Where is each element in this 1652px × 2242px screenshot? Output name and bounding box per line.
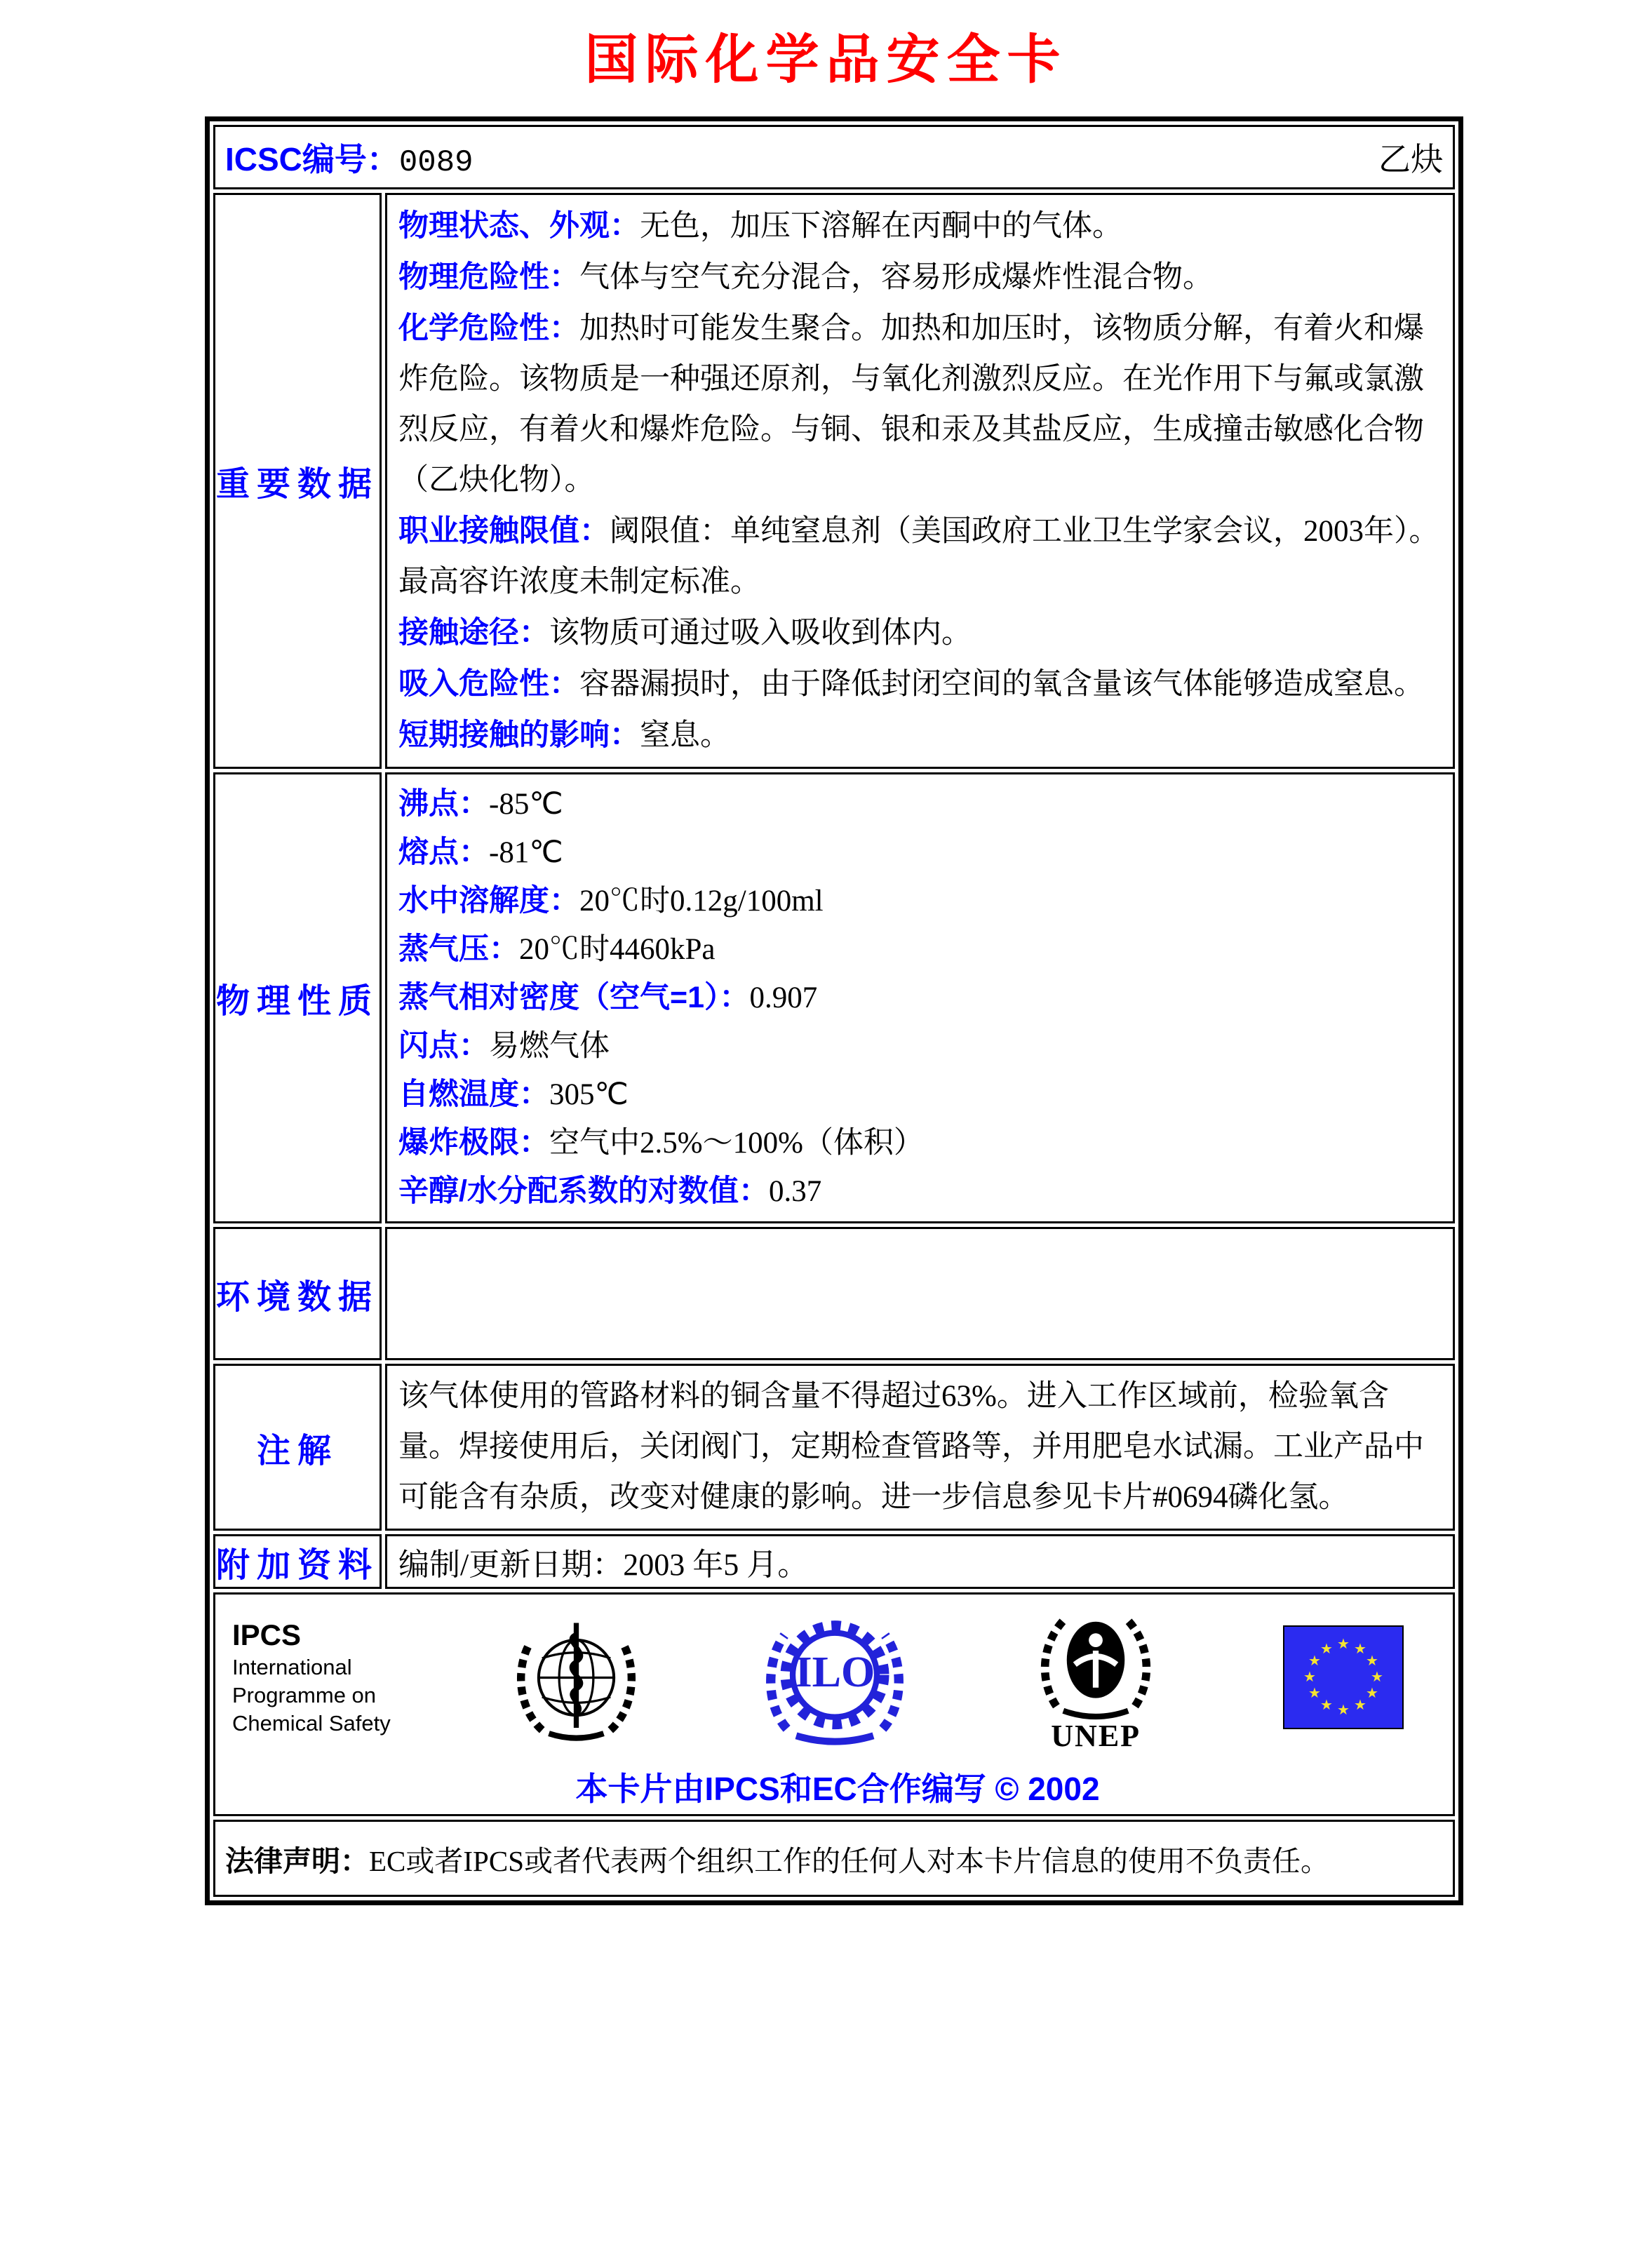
field-exposure-route xyxy=(398,608,1442,659)
ilo-wordmark: ILO xyxy=(795,1649,875,1696)
header-row xyxy=(213,125,1455,189)
legal-text: EC或者IPCS或者代表两个组织工作的任何人对本卡片信息的使用不负责任。 xyxy=(369,1844,1329,1877)
field-flash-point xyxy=(398,1022,1442,1070)
field-value: 易燃气体 xyxy=(489,1030,610,1063)
section-label-notes: 注解 xyxy=(213,1364,382,1531)
field-label: 职业接触限值： xyxy=(398,514,610,548)
notes-content xyxy=(385,1364,1455,1531)
field-label: 吸入危险性： xyxy=(398,667,579,701)
field-label: 自燃温度： xyxy=(398,1078,549,1111)
section-label-environmental-data: 环境数据 xyxy=(213,1227,382,1360)
field-value: 无色，加压下溶解在丙酮中的气体。 xyxy=(640,210,1122,243)
svg-text:★: ★ xyxy=(1308,1653,1321,1669)
field-autoignition-temp xyxy=(398,1070,1442,1119)
additional-info-content xyxy=(385,1534,1455,1589)
field-value: 0.37 xyxy=(768,1175,822,1208)
unep-wordmark: UNEP xyxy=(1051,1719,1141,1753)
svg-text:★: ★ xyxy=(1337,1703,1350,1718)
field-physical-danger xyxy=(398,252,1442,303)
physical-properties-row xyxy=(213,772,1455,1223)
who-logo-icon xyxy=(508,1609,645,1750)
svg-text:★: ★ xyxy=(1354,1642,1366,1657)
legal-cell xyxy=(213,1820,1455,1897)
ilo-logo-icon xyxy=(761,1607,908,1751)
field-label: 蒸气压： xyxy=(398,932,519,966)
physical-properties-content xyxy=(385,772,1455,1223)
unep-logo-icon xyxy=(1026,1604,1166,1754)
field-value: -85℃ xyxy=(489,788,563,821)
section-label-important-data: 重要数据 xyxy=(213,193,382,769)
credit-text: 本卡片由IPCS和EC合作编写 xyxy=(575,1771,986,1807)
field-value: 窒息。 xyxy=(640,719,730,752)
field-label: 蒸气相对密度（空气=1）： xyxy=(398,981,750,1014)
field-value: 气体与空气充分混合，容易形成爆炸性混合物。 xyxy=(579,261,1213,294)
notes-row xyxy=(213,1364,1455,1531)
field-label: 接触途径： xyxy=(398,616,549,650)
environmental-data-row xyxy=(213,1227,1455,1360)
legal-row xyxy=(213,1820,1455,1897)
field-value: 305℃ xyxy=(549,1078,629,1111)
field-boiling-point xyxy=(398,780,1442,828)
field-value: 该气体使用的管路材料的铜含量不得超过63%。进入工作区域前，检验氧含量。焊接使用后，关闭阀门，定期检查管路等，并用肥皂水试漏。工业产品中可能含有杂质，改变对健康的影响。进一步信息参见卡片#0694磷化氢。 xyxy=(398,1380,1424,1514)
environmental-data-content xyxy=(385,1227,1455,1360)
field-value: 加热时可能发生聚合。加热和加压时，该物质分解，有着火和爆炸危险。该物质是一种强还原剂，与氧化剂激烈反应。在光作用下与氟或氯激烈反应，有着火和爆炸危险。与铜、银和汞及其盐反应，生成撞击敏感化合物（乙炔化物）。 xyxy=(398,312,1424,497)
copyright-text: © 2002 xyxy=(995,1771,1100,1807)
field-octanol-water xyxy=(398,1167,1442,1216)
field-label: 辛醇/水分配系数的对数值： xyxy=(398,1174,769,1208)
credit-line xyxy=(229,1764,1446,1810)
field-explosive-limits xyxy=(398,1119,1442,1167)
field-value: 0.907 xyxy=(749,981,818,1014)
chemical-name: 乙炔 xyxy=(1378,142,1443,177)
section-label-physical-properties: 物理性质 xyxy=(213,772,382,1223)
icsc-card-table xyxy=(205,116,1463,1905)
additional-info-row xyxy=(213,1534,1455,1589)
field-value: 20℃时4460kPa xyxy=(519,933,716,966)
field-value: 空气中2.5%～100%（体积） xyxy=(549,1127,924,1160)
page-title: 国际化学品安全卡 xyxy=(584,31,1068,90)
svg-text:★: ★ xyxy=(1303,1670,1316,1685)
field-water-solubility xyxy=(398,877,1442,925)
update-date-text: 编制/更新日期：2003 年5 月。 xyxy=(398,1548,809,1582)
header-cell xyxy=(213,125,1455,189)
important-data-row xyxy=(213,193,1455,769)
field-occupational-limit xyxy=(398,506,1442,608)
field-value: 容器漏损时，由于降低封闭空间的氧含量该气体能够造成窒息。 xyxy=(579,668,1424,701)
icsc-number-label: ICSC编号： xyxy=(225,141,399,177)
field-label: 爆炸极限： xyxy=(398,1126,549,1160)
field-label: 短期接触的影响： xyxy=(398,718,640,752)
footer-row xyxy=(213,1592,1455,1816)
field-vapor-pressure xyxy=(398,925,1442,974)
field-label: 物理状态、外观： xyxy=(398,209,640,243)
field-value: -81℃ xyxy=(489,836,563,869)
field-short-term-effects xyxy=(398,710,1442,761)
field-vapor-density xyxy=(398,974,1442,1022)
footer-cell xyxy=(213,1592,1455,1816)
field-label: 化学危险性： xyxy=(398,311,579,345)
field-chemical-danger xyxy=(398,303,1442,506)
ipcs-line: Programme on xyxy=(232,1682,377,1707)
eu-flag-icon xyxy=(1283,1625,1404,1733)
field-melting-point xyxy=(398,828,1442,877)
important-data-content xyxy=(385,193,1455,769)
svg-text:★: ★ xyxy=(1366,1686,1378,1701)
notes-text xyxy=(398,1371,1442,1523)
svg-text:★: ★ xyxy=(1320,1698,1333,1713)
ipcs-title: IPCS xyxy=(232,1618,302,1651)
ipcs-text-block xyxy=(232,1618,391,1738)
icsc-number-value: 0089 xyxy=(398,145,474,180)
svg-text:★: ★ xyxy=(1320,1642,1333,1657)
svg-text:★: ★ xyxy=(1308,1686,1321,1701)
field-label: 熔点： xyxy=(398,835,489,869)
svg-text:★: ★ xyxy=(1371,1670,1383,1685)
field-value: 20℃时0.12g/100ml xyxy=(579,885,824,918)
svg-text:★: ★ xyxy=(1337,1637,1350,1652)
field-label: 沸点： xyxy=(398,787,489,821)
icsc-number-group xyxy=(225,134,474,180)
ipcs-line: Chemical Safety xyxy=(232,1710,391,1736)
svg-text:★: ★ xyxy=(1354,1698,1366,1713)
svg-text:★: ★ xyxy=(1366,1653,1378,1669)
legal-label: 法律声明： xyxy=(225,1844,369,1877)
field-label: 物理危险性： xyxy=(398,260,579,294)
ipcs-line: International xyxy=(232,1654,352,1679)
field-label: 水中溶解度： xyxy=(398,884,579,918)
field-value: 阈限值：单纯窒息剂（美国政府工业卫生学家会议，2003年）。最高容许浓度未制定标准。 xyxy=(398,515,1439,598)
field-label: 闪点： xyxy=(398,1029,489,1063)
section-label-additional-info: 附加资料 xyxy=(213,1534,382,1589)
field-inhalation-risk xyxy=(398,659,1442,710)
field-value: 该物质可通过吸入吸收到体内。 xyxy=(549,617,972,650)
field-physical-state xyxy=(398,201,1442,252)
